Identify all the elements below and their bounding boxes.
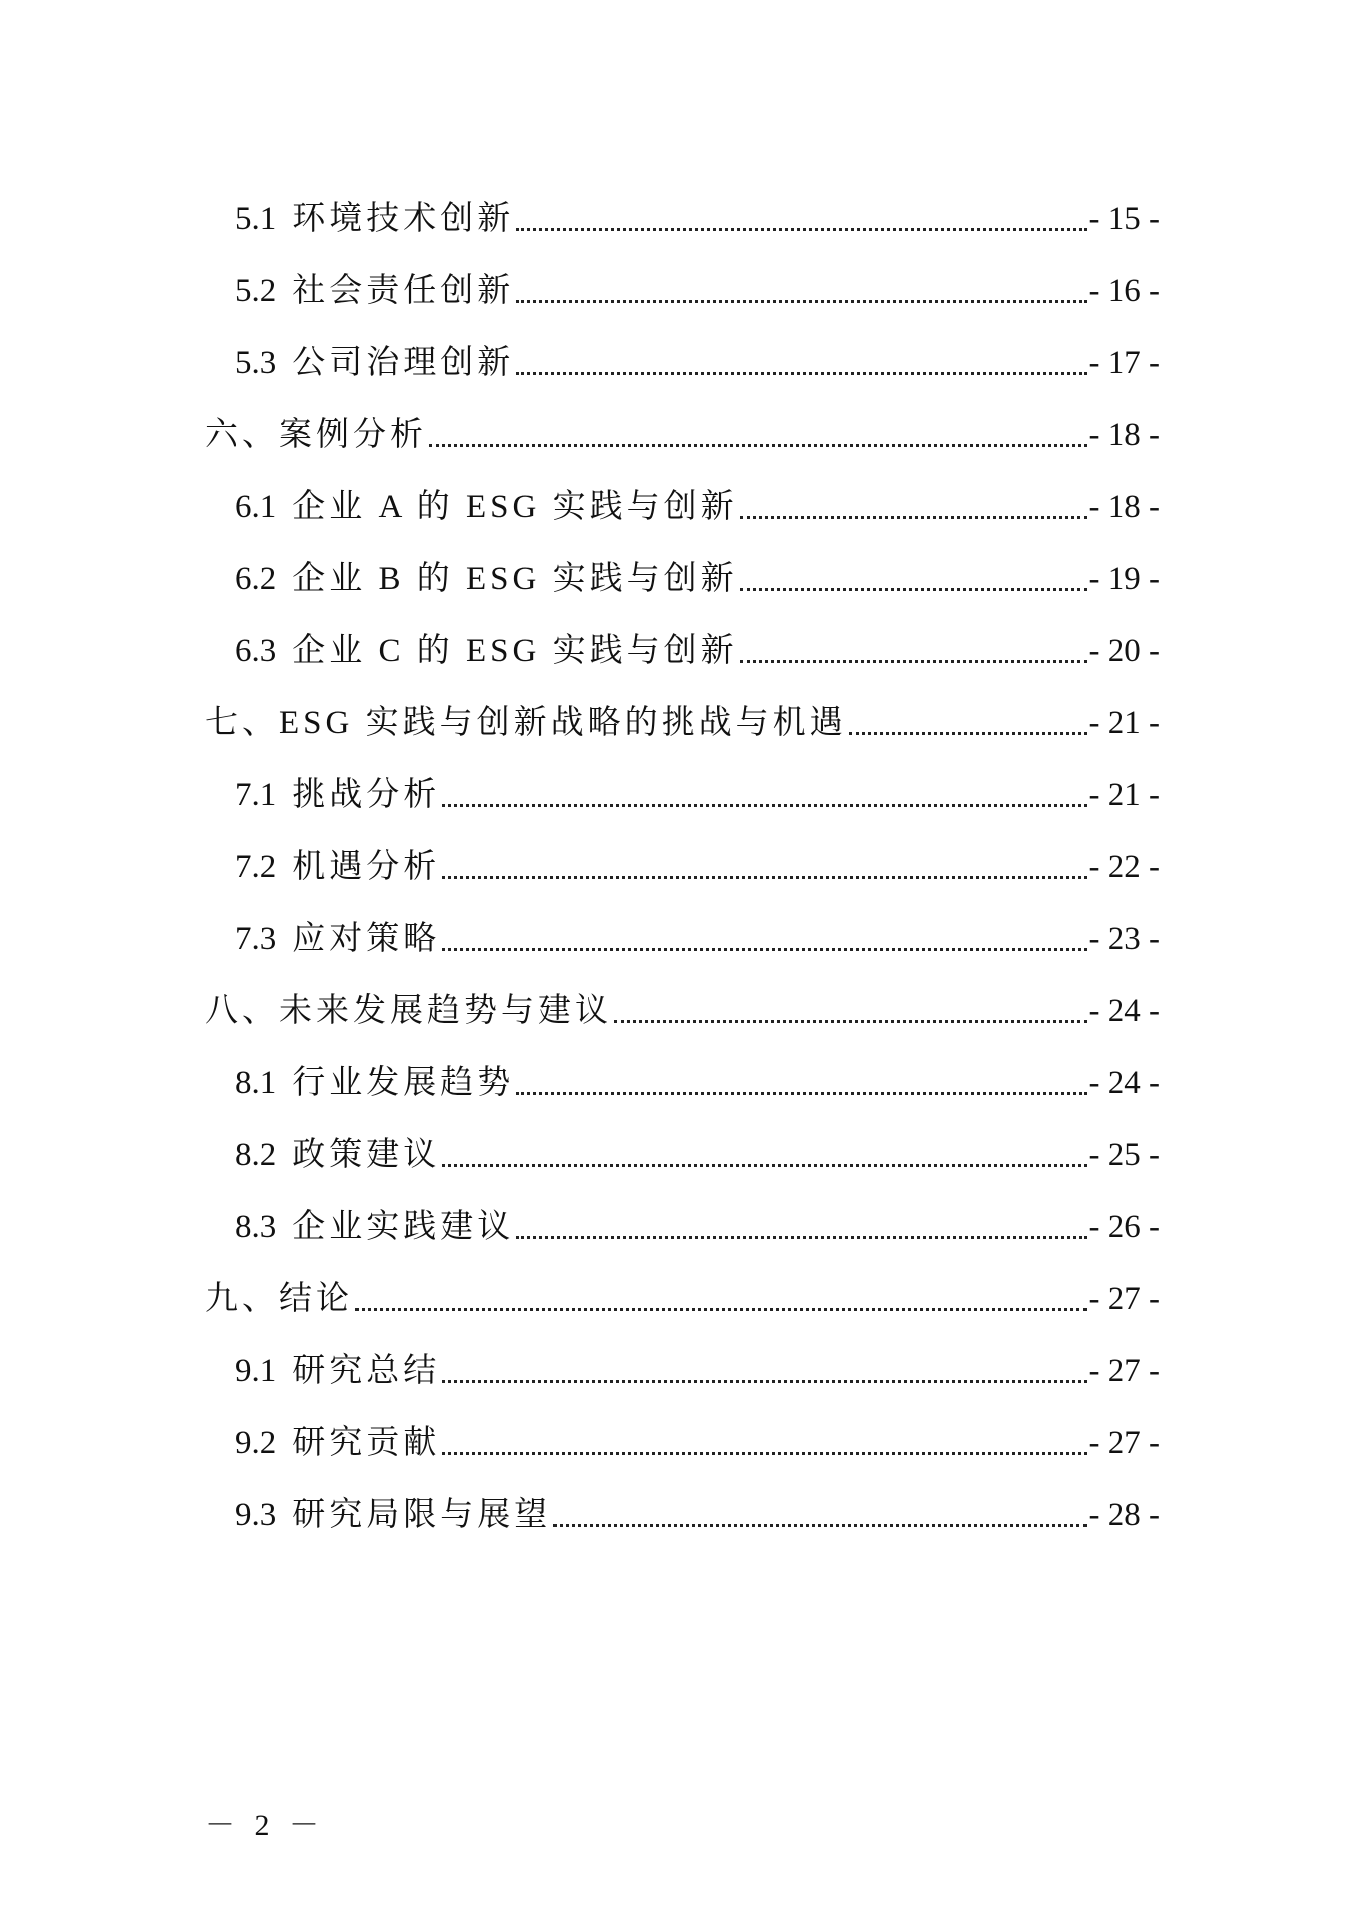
- toc-entry-number: 9.1: [235, 1353, 277, 1389]
- toc-entry-label: [235, 1135, 440, 1181]
- toc-entry-label: [205, 415, 427, 461]
- dot-leader: [442, 1380, 1086, 1383]
- toc-entry-page: - 17 -: [1088, 345, 1160, 381]
- toc-entry-number: 5.3: [235, 345, 277, 381]
- toc-entry-page: - 25 -: [1088, 1137, 1160, 1173]
- dot-leader: [442, 1452, 1086, 1455]
- toc-entry-label: [235, 487, 738, 533]
- dot-leader: [442, 948, 1086, 951]
- toc-entry-label: [205, 991, 612, 1037]
- toc-entry-label: [205, 1279, 353, 1325]
- toc-entry-7-1[interactable]: [0, 749, 1360, 821]
- toc-entry-page: - 15 -: [1088, 201, 1160, 237]
- dot-leader: [740, 516, 1087, 519]
- toc-entry-page: - 24 -: [1088, 1065, 1160, 1101]
- toc-entry-9-3[interactable]: [0, 1469, 1360, 1541]
- toc-entry-label: [235, 919, 440, 965]
- toc-entry-number: 8.3: [235, 1209, 277, 1245]
- toc-entry-title: 研究贡献: [292, 1425, 441, 1461]
- toc-entry-5-1[interactable]: [0, 173, 1360, 245]
- toc-entry-label: [235, 199, 514, 245]
- dot-leader: [442, 804, 1086, 807]
- table-of-contents: [0, 173, 1360, 1541]
- toc-entry-page: - 23 -: [1088, 921, 1160, 957]
- toc-entry-number: 7.1: [235, 777, 277, 813]
- toc-entry-7-2[interactable]: [0, 821, 1360, 893]
- dot-leader: [740, 588, 1087, 591]
- toc-entry-title: 研究局限与展望: [292, 1497, 552, 1533]
- toc-entry-page: - 16 -: [1088, 273, 1160, 309]
- toc-entry-number: 6.1: [235, 489, 277, 525]
- toc-entry-7-3[interactable]: [0, 893, 1360, 965]
- toc-entry-label: [235, 1351, 440, 1397]
- toc-entry-page: - 22 -: [1088, 849, 1160, 885]
- dot-leader: [516, 1236, 1086, 1239]
- toc-entry-chapter-9[interactable]: [0, 1253, 1360, 1325]
- toc-entry-label: [235, 1063, 514, 1109]
- toc-entry-label: [235, 631, 738, 677]
- toc-entry-title: 企业实践建议: [292, 1209, 515, 1245]
- dot-leader: [516, 372, 1086, 375]
- toc-entry-title: 七、ESG 实践与创新战略的挑战与机遇: [205, 705, 847, 741]
- toc-entry-label: [235, 1423, 440, 1469]
- toc-entry-chapter-6[interactable]: [0, 389, 1360, 461]
- toc-entry-page: - 27 -: [1088, 1281, 1160, 1317]
- dot-leader: [849, 732, 1087, 735]
- dot-leader: [553, 1524, 1086, 1527]
- toc-entry-number: 7.3: [235, 921, 277, 957]
- toc-entry-5-2[interactable]: [0, 245, 1360, 317]
- toc-entry-title: 企业 C 的 ESG 实践与创新: [292, 633, 738, 669]
- toc-entry-title: 八、未来发展趋势与建议: [205, 993, 612, 1029]
- toc-entry-number: 6.2: [235, 561, 277, 597]
- toc-entry-title: 挑战分析: [292, 777, 441, 813]
- toc-entry-label: [205, 703, 847, 749]
- toc-entry-chapter-7[interactable]: [0, 677, 1360, 749]
- toc-entry-page: - 21 -: [1088, 777, 1160, 813]
- toc-entry-title: 社会责任创新: [292, 273, 515, 309]
- dot-leader: [516, 1092, 1086, 1095]
- toc-entry-6-1[interactable]: [0, 461, 1360, 533]
- toc-entry-page: - 26 -: [1088, 1209, 1160, 1245]
- toc-entry-5-3[interactable]: [0, 317, 1360, 389]
- toc-entry-title: 企业 B 的 ESG 实践与创新: [292, 561, 738, 597]
- toc-entry-page: - 21 -: [1088, 705, 1160, 741]
- toc-entry-8-2[interactable]: [0, 1109, 1360, 1181]
- toc-entry-label: [235, 559, 738, 605]
- toc-entry-title: 公司治理创新: [292, 345, 515, 381]
- toc-entry-number: 7.2: [235, 849, 277, 885]
- toc-entry-number: 6.3: [235, 633, 277, 669]
- dot-leader: [516, 228, 1086, 231]
- toc-entry-title: 九、结论: [205, 1281, 353, 1317]
- toc-entry-8-1[interactable]: [0, 1037, 1360, 1109]
- toc-entry-page: - 27 -: [1088, 1425, 1160, 1461]
- toc-entry-9-2[interactable]: [0, 1397, 1360, 1469]
- toc-entry-label: [235, 847, 440, 893]
- toc-entry-title: 应对策略: [292, 921, 441, 957]
- toc-entry-number: 8.1: [235, 1065, 277, 1101]
- toc-entry-page: - 18 -: [1088, 417, 1160, 453]
- toc-entry-page: - 27 -: [1088, 1353, 1160, 1389]
- toc-entry-title: 企业 A 的 ESG 实践与创新: [292, 489, 738, 525]
- toc-entry-number: 5.2: [235, 273, 277, 309]
- toc-entry-page: - 24 -: [1088, 993, 1160, 1029]
- dot-leader: [740, 660, 1087, 663]
- toc-entry-title: 研究总结: [292, 1353, 441, 1389]
- toc-entry-title: 行业发展趋势: [292, 1065, 515, 1101]
- toc-entry-number: 8.2: [235, 1137, 277, 1173]
- dot-leader: [442, 876, 1086, 879]
- toc-entry-number: 9.3: [235, 1497, 277, 1533]
- toc-entry-9-1[interactable]: [0, 1325, 1360, 1397]
- toc-entry-page: - 20 -: [1088, 633, 1160, 669]
- toc-entry-page: - 18 -: [1088, 489, 1160, 525]
- toc-entry-label: [235, 271, 514, 317]
- toc-entry-chapter-8[interactable]: [0, 965, 1360, 1037]
- toc-entry-title: 机遇分析: [292, 849, 441, 885]
- dot-leader: [614, 1020, 1087, 1023]
- toc-entry-title: 政策建议: [292, 1137, 441, 1173]
- dot-leader: [442, 1164, 1086, 1167]
- toc-entry-page: - 19 -: [1088, 561, 1160, 597]
- page-number-footer: － 2 －: [205, 1809, 325, 1842]
- toc-entry-8-3[interactable]: [0, 1181, 1360, 1253]
- dot-leader: [355, 1308, 1087, 1311]
- toc-entry-title: 环境技术创新: [292, 201, 515, 237]
- toc-entry-page: - 28 -: [1088, 1497, 1160, 1533]
- toc-entry-label: [235, 775, 440, 821]
- toc-entry-title: 六、案例分析: [205, 417, 427, 453]
- toc-entry-number: 5.1: [235, 201, 277, 237]
- toc-entry-label: [235, 1495, 551, 1541]
- dot-leader: [429, 444, 1087, 447]
- toc-entry-6-3[interactable]: [0, 605, 1360, 677]
- toc-entry-6-2[interactable]: [0, 533, 1360, 605]
- dot-leader: [516, 300, 1086, 303]
- toc-entry-label: [235, 343, 514, 389]
- toc-entry-number: 9.2: [235, 1425, 277, 1461]
- toc-entry-label: [235, 1207, 514, 1253]
